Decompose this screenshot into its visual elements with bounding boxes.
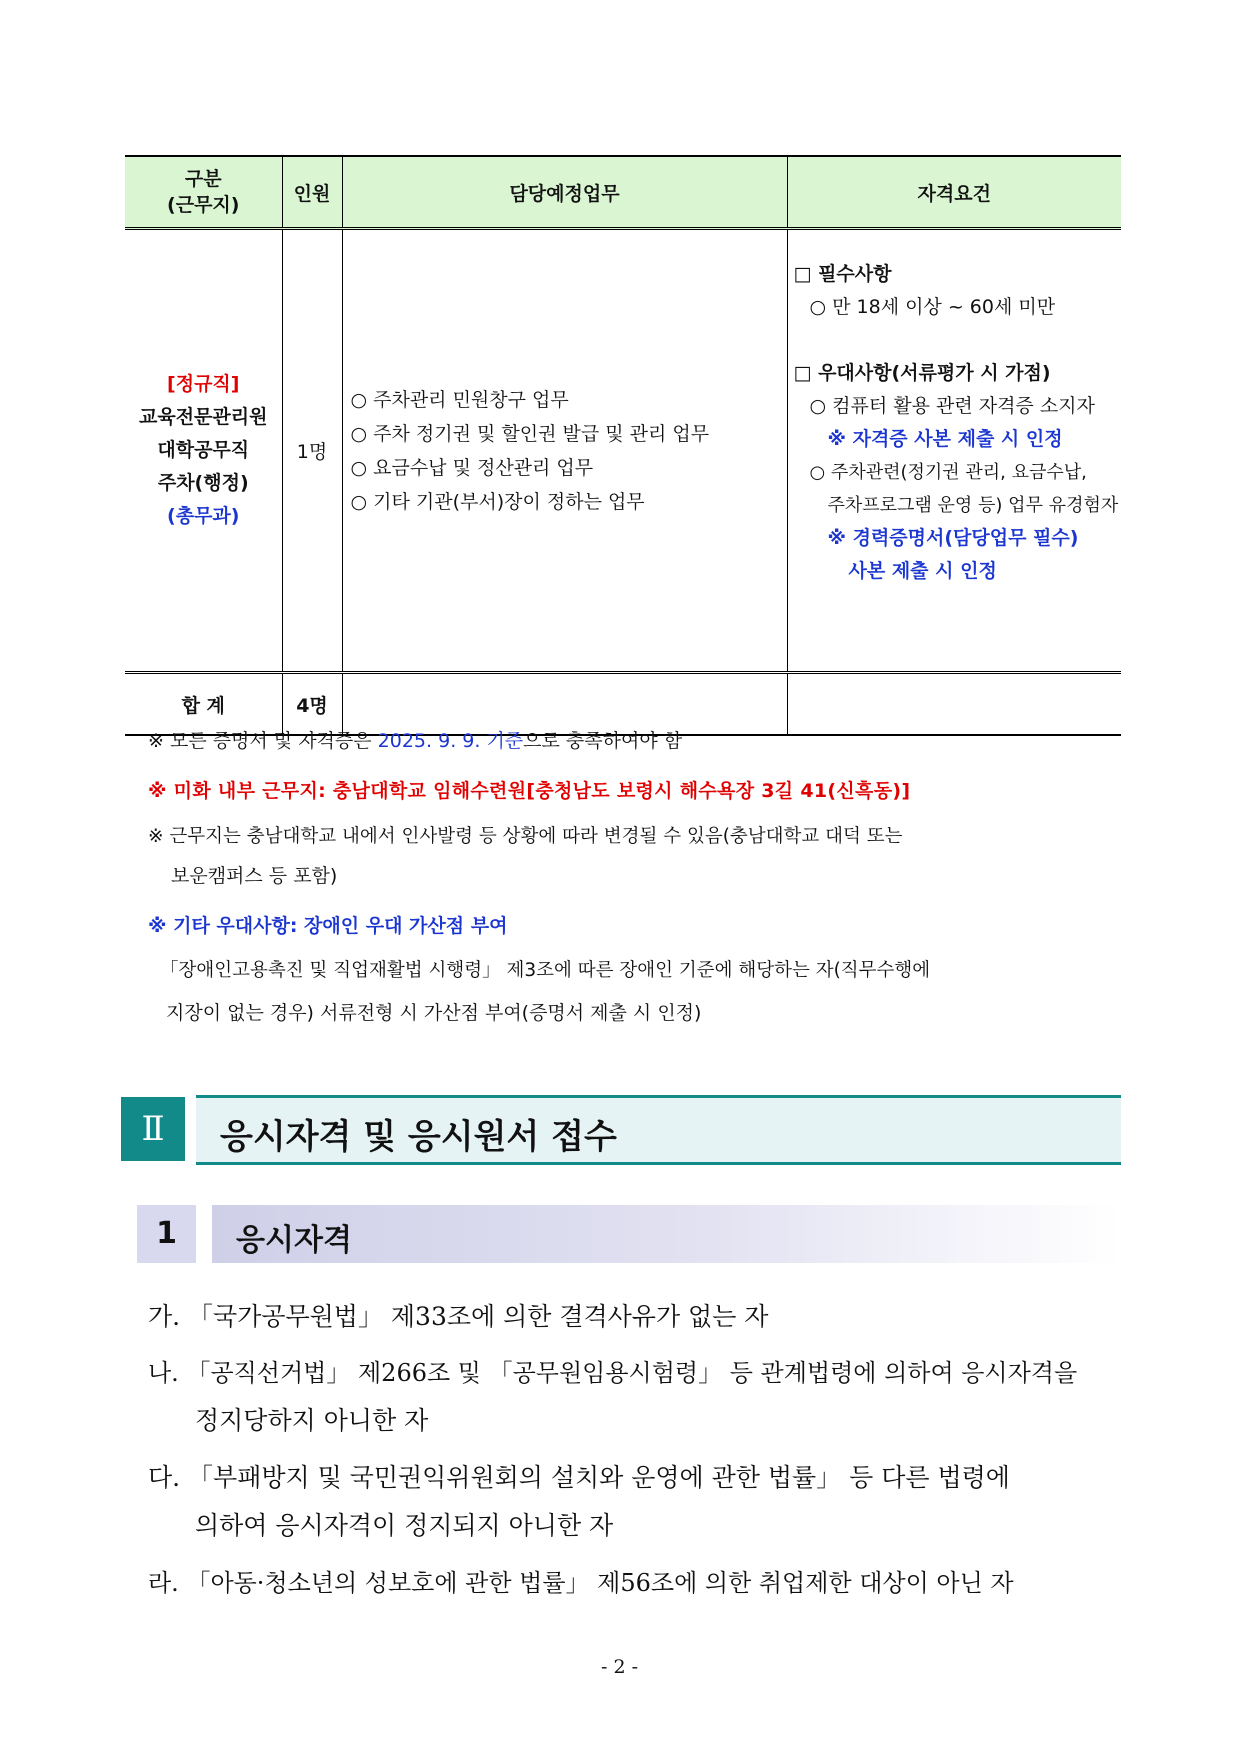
header-gubun xyxy=(125,156,282,229)
cell-duties xyxy=(342,229,787,673)
preferred-note: ※ 자격증 사본 제출 시 인정 xyxy=(827,428,1063,450)
total-count: 4명 xyxy=(282,673,342,736)
required-item: ○ 만 18세 이상 ~ 60세 미만 xyxy=(809,296,1056,318)
list-item: 나. 「공직선거법」 제266조 및 「공무원임용시험령」 등 관계법령에 의하여 응시자격을 xyxy=(148,1359,1078,1387)
cell-requirements xyxy=(787,229,1121,673)
list-item: 가. 「국가공무원법」 제33조에 의한 결격사유가 없는 자 xyxy=(148,1302,769,1331)
preferred-title: □ 우대사항(서류평가 시 가점) xyxy=(793,362,1051,384)
subsection-title-bar xyxy=(212,1205,1121,1263)
table-header-row xyxy=(125,156,1121,229)
page-number: - 2 - xyxy=(600,1656,638,1678)
preferred-note: ※ 경력증명서(담당업무 필수) xyxy=(827,527,1079,549)
duty-item: ○ 주차 정기권 및 할인권 발급 및 관리 업무 xyxy=(350,422,710,445)
subsection-number-badge: 1 xyxy=(137,1205,196,1263)
subsection-title: 응시자격 xyxy=(236,1223,352,1258)
header-requirements: 자격요건 xyxy=(787,156,1121,229)
list-item: 라. 「아동·청소년의 성보호에 관한 법률」 제56조에 의한 취업제한 대상이 아닌 자 xyxy=(148,1569,1014,1597)
section-title: 응시자격 및 응시원서 접수 xyxy=(220,1117,617,1157)
duty-item: ○ 기타 기관(부서)장이 정하는 업무 xyxy=(350,490,645,513)
section-number-badge: Ⅱ xyxy=(121,1097,185,1161)
total-label: 합 계 xyxy=(125,673,282,736)
org-name: 교육전문관리원 xyxy=(139,406,268,428)
duty-item: ○ 주차관리 민원창구 업무 xyxy=(350,388,569,411)
note-disability: ※ 기타 우대사항: 장애인 우대 가산점 부여 xyxy=(148,915,508,937)
list-item-cont: 의하여 응시자격이 정지되지 아니한 자 xyxy=(195,1511,614,1540)
preferred-note-cont: 사본 제출 시 인정 xyxy=(848,560,997,582)
preferred-item: ○ 주차관련(정기권 관리, 요금수납, xyxy=(809,462,1087,483)
job-type: 대학공무직 xyxy=(157,439,250,461)
header-gubun-line2: (근무지) xyxy=(167,194,240,216)
note-disability-detail: 「장애인고용촉진 및 직업재활법 시행령」 제3조에 따른 장애인 기준에 해당하는 자(직무수행에 xyxy=(160,960,931,981)
note-disability-detail-cont: 지장이 없는 경우) 서류전형 시 가산점 부여(증명서 제출 시 인정) xyxy=(166,1002,702,1024)
cell-count: 1명 xyxy=(282,229,342,673)
note-workplace: ※ 미화 내부 근무지: 충남대학교 임해수련원[충청남도 보령시 해수욕장 3길 41(신흑동)] xyxy=(148,780,911,802)
section-title-bar xyxy=(196,1095,1121,1165)
cell-gubun xyxy=(125,229,282,673)
header-count: 인원 xyxy=(282,156,342,229)
note-date: 2025. 9. 9. 기준 xyxy=(377,730,524,752)
note-transfer-cont: 보운캠퍼스 등 포함) xyxy=(171,865,338,887)
recruitment-table xyxy=(125,155,1121,736)
table-row xyxy=(125,229,1121,673)
list-item-cont: 정지당하지 아니한 자 xyxy=(195,1406,429,1435)
required-title: □ 필수사항 xyxy=(793,263,892,285)
header-gubun-line1: 구분 xyxy=(184,168,222,190)
duty-item: ○ 요금수납 및 정산관리 업무 xyxy=(350,456,594,479)
header-duties: 담당예정업무 xyxy=(342,156,787,229)
preferred-item: ○ 컴퓨터 활용 관련 자격증 소지자 xyxy=(809,395,1095,417)
employment-type: [정규직] xyxy=(167,373,240,395)
dept-name: (총무과) xyxy=(167,505,240,527)
job-field: 주차(행정) xyxy=(157,472,249,494)
note-transfer: ※ 근무지는 충남대학교 내에서 인사발령 등 상황에 따라 변경될 수 있음(충남대학교 대덕 또는 xyxy=(148,826,903,847)
list-item: 다. 「부패방지 및 국민권익위원회의 설치와 운영에 관한 법률」 등 다른 법령에 xyxy=(148,1463,1010,1492)
preferred-item-cont: 주차프로그램 운영 등) 업무 유경험자 xyxy=(827,495,1119,516)
note-deadline: ※ 모든 증명서 및 자격증은 2025. 9. 9. 기준으로 충족하여야 함 xyxy=(148,730,683,752)
